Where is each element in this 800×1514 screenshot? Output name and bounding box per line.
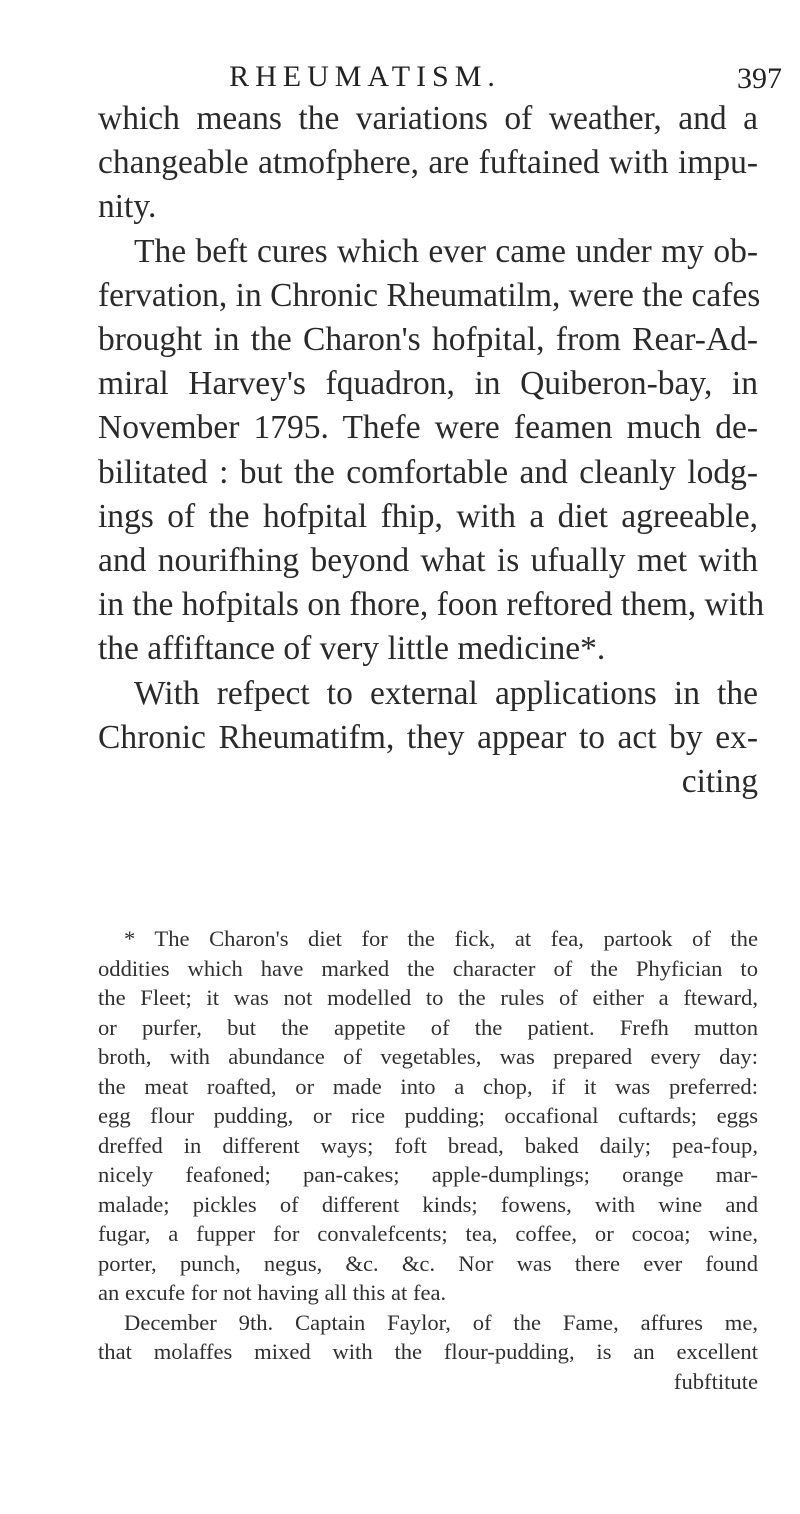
text-line: in the hofpitals on fhore, foon reftored them, with	[98, 586, 765, 624]
page-number: 397	[737, 62, 782, 95]
catchword: citing	[681, 763, 758, 801]
footnote-line: the meat roafted, or made into a chop, if it was preferred:	[98, 1073, 758, 1099]
footnote-line: or purfer, but the appetite of the patient. Frefh mutton	[98, 1014, 758, 1040]
footnote-line: porter, punch, negus, &c. &c. Nor was there ever found	[98, 1250, 758, 1276]
text-line: nity.	[98, 188, 157, 226]
footnote-line: the Fleet; it was not modelled to the rules of either a fteward,	[98, 985, 758, 1010]
text-line: miral Harvey's fquadron, in Quiberon-bay, in	[98, 365, 758, 403]
text-line: brought in the Charon's hofpital, from Rear-Ad-	[98, 321, 758, 359]
text-line: which means the variations of weather, and a	[98, 100, 758, 137]
footnote-line: nicely feafoned; pan-cakes; apple-dumplings; orange mar-	[98, 1162, 758, 1187]
running-head: RHEUMATISM.	[229, 60, 501, 93]
footnote-line: malade; pickles of different kinds; fowens, with wine and	[98, 1191, 758, 1217]
text-line: changeable atmofphere, are fuftained with impu-	[98, 144, 758, 182]
text-line: ings of the hofpital fhip, with a diet agreeable,	[98, 497, 758, 535]
text-line: the affiftance of very little medicine*.	[98, 630, 606, 668]
footnote-line: egg flour pudding, or rice pudding; occafional cuftards; eggs	[98, 1103, 758, 1128]
text-line: bilitated : but the comfortable and cleanly lodg-	[98, 453, 758, 491]
footnote-line: that molaffes mixed with the flour-pudding, is an excellent	[98, 1339, 758, 1364]
footnote-line: broth, with abundance of vegetables, was prepared every day:	[98, 1044, 758, 1069]
footnote-line: an excufe for not having all this at fea.	[98, 1280, 447, 1305]
footnote-catchword: fubftitute	[673, 1368, 758, 1394]
footnote-line: fugar, a fupper for convalefcents; tea, coffee, or cocoa; wine,	[98, 1221, 758, 1246]
footnote-line: dreffed in different ways; foft bread, baked daily; pea-foup,	[98, 1132, 758, 1158]
text-line: With refpect to external applications in the	[134, 674, 758, 712]
footnote-line: * The Charon's diet for the fick, at fea, partook of the	[124, 926, 758, 951]
footnote	[98, 924, 758, 1396]
footnote-line: December 9th. Captain Faylor, of the Fame, affures me,	[124, 1309, 758, 1335]
footnote-line: oddities which have marked the character of the Phyfician to	[98, 955, 758, 981]
text-line: Chronic Rheumatifm, they appear to act by ex-	[98, 718, 758, 756]
text-line: The beft cures which ever came under my ob-	[134, 232, 758, 270]
text-line: and nourifhing beyond what is ufually met with	[98, 542, 758, 580]
main-text	[98, 97, 765, 804]
text-line: fervation, in Chronic Rheumatilm, were the cafes	[98, 276, 761, 314]
text-line: November 1795. Thefe were feamen much de-	[98, 409, 758, 447]
